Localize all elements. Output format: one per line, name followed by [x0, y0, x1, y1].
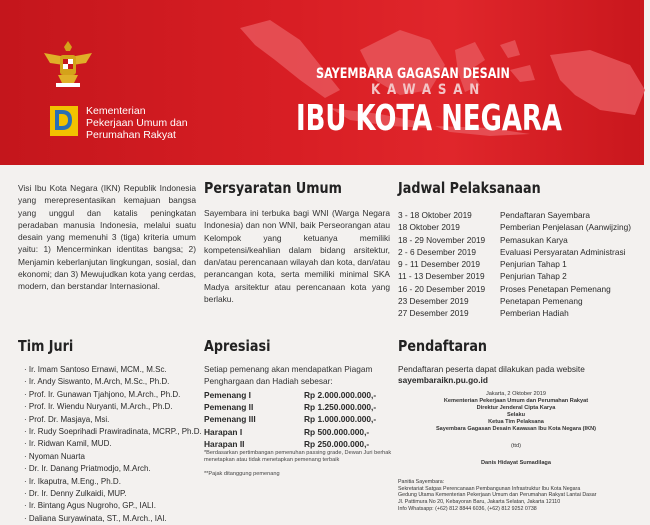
- schedule-date: 23 Desember 2019: [398, 296, 469, 307]
- header-banner: [0, 0, 644, 165]
- schedule-date: 16 - 20 Desember 2019: [398, 283, 486, 294]
- jury-member: · Prof. Dr. Masjaya, Msi.: [24, 414, 110, 424]
- jury-member: · Ir. Ikaputra, M.Eng., Ph.D.: [24, 476, 121, 486]
- prize-row: [204, 413, 376, 425]
- sign-ttd: (ttd): [511, 443, 521, 449]
- requirements-text: Sayembara ini terbuka bagi WNI (Warga Negara Indonesia) dan non WNI, baik Perseorangan atau Kelompok yang ketuanya memiliki kompetensi/keahlian dalam bidang arsitektur, dan/atau perencanaan wilayah dan kota, dan/atau perancangan kota, serta memiliki minimal SKA Madya arsitektur atau perencanaan kota yang berlaku.: [204, 208, 390, 305]
- committee-line: Info Whatsapp: (+62) 812 8844 6036, (+62) 812 9252 0738: [398, 505, 537, 512]
- ministry-logo-icon: [50, 106, 78, 136]
- sign-selaku: Selaku: [506, 412, 526, 418]
- prize-rank: Harapan I: [204, 426, 243, 437]
- jury-member: · Ir. Imam Santoso Ernawi, MCM., M.Sc.: [24, 365, 167, 374]
- committee-line: Jl. Pattimura No 20, Kebayoran Baru, Jakarta Selatan, Jakarta 12110: [398, 499, 561, 506]
- schedule-date: 3 - 18 Oktober 2019: [398, 210, 472, 220]
- schedule-row: [398, 246, 631, 258]
- schedule-event: Pendaftaran Sayembara: [500, 210, 590, 220]
- tax-note: **Pajak ditanggung pemenang: [204, 471, 280, 477]
- jury-title: Tim Juri: [18, 337, 74, 355]
- schedule-date: 9 - 11 Desember 2019: [398, 259, 480, 270]
- schedule-event: Proses Penetapan Pemenang: [500, 283, 611, 294]
- award-text: Setiap pemenang akan mendapatkan Piagam Penghargaan dan Hadiah sebesar:: [204, 364, 373, 386]
- committee-line: Sekretariat Satgas Perencanaan Pembangunan Infrastruktur Ibu Kota Negara: [398, 485, 581, 492]
- jury-member: · Dr. Ir. Danang Priatmodjo, M.Arch.: [24, 464, 151, 474]
- sign-name: Danis Hidayat Sumadilaga: [481, 460, 551, 466]
- sign-director: Direktur Jenderal Cipta Karya: [476, 405, 556, 411]
- schedule-list: [398, 209, 631, 320]
- schedule-event: Evaluasi Persyaratan Administrasi: [500, 246, 626, 257]
- sign-committee: Sayembara Gagasan Desain Kawasan Ibu Kota Negara (IKN): [435, 426, 597, 432]
- schedule-event: Pemasukan Karya: [500, 234, 568, 245]
- schedule-event: Penjurian Tahap 2: [500, 271, 567, 282]
- ministry-name: Kementerian Pekerjaan Umum dan Perumahan Rakyat: [86, 105, 188, 141]
- intro-text: Visi Ibu Kota Negara (IKN) Republik Indonesia yang merepresentasikan kemajuan bangsa yang unggul dan katalis peningkatan peradaban manusia Indonesia, melalui suatu desain yang memenuhi 3 (tiga) kriteria umum yaitu: 1) Mencerminkan identitas bangsa; 2) Menjamin keberlanjutan lingkungan, sosial, dan ekonomi; dan 3) Mewujudkan kota yang cerdas, modern, dan berstandar Internasional.: [18, 183, 196, 292]
- prize-row: [204, 426, 376, 438]
- schedule-date: 27 Desember 2019: [398, 308, 469, 319]
- prize-amount: Rp 2.000.000.000,-: [304, 390, 377, 400]
- schedule-title: Jadwal Pelaksanaan: [398, 179, 541, 197]
- requirements-title: Persyaratan Umum: [204, 179, 342, 197]
- sign-org: Kementerian Pekerjaan Umum dan Perumahan Rakyat: [443, 398, 589, 404]
- schedule-event: Penetapan Pemenang: [500, 296, 583, 307]
- schedule-date: 2 - 6 Desember 2019: [398, 246, 476, 257]
- sign-role: Ketua Tim Pelaksana: [488, 419, 544, 425]
- title-line-2: KAWASAN: [371, 82, 487, 98]
- prize-amount: Rp 1.000.000.000,-: [304, 414, 377, 425]
- committee-line: Gedung Utama Kementerian Pekerjaan Umum dan Perumahan Rakyat Lantai Dasar: [398, 492, 597, 499]
- sign-date: Jakarta, 2 Oktober 2019: [485, 391, 546, 397]
- prize-row: [204, 438, 376, 450]
- prize-amount: Rp 250.000.000,-: [304, 438, 370, 449]
- jury-member: · Ir. Rudy Soeprihadi Prawiradinata, MCRP., Ph.D.: [24, 427, 202, 437]
- jury-member: · Ir. Ridwan Kamil, MUD.: [24, 439, 112, 449]
- award-note: *Berdasarkan pertimbangan pemenuhan passing grade, Dewan Juri berhak menetapkan atau tidak menetapkan pemenang terbaik: [204, 450, 392, 463]
- title-main: IBU KOTA NEGARA: [296, 98, 562, 139]
- prize-row: [204, 401, 376, 413]
- prize-row: [204, 389, 376, 401]
- schedule-row: [398, 209, 631, 221]
- jury-member: · Prof. Ir. Wiendu Nuryanti, M.Arch., Ph.D.: [24, 402, 173, 412]
- schedule-row: [398, 234, 631, 246]
- schedule-date: 18 - 29 November 2019: [398, 234, 486, 245]
- schedule-row: [398, 270, 631, 282]
- prize-table: [204, 389, 376, 450]
- jury-member: · Prof. Ir. Gunawan Tjahjono, M.Arch., Ph.D.: [24, 389, 181, 399]
- prize-rank: Pemenang III: [204, 414, 256, 425]
- jury-member: · Daliana Suryawinata, ST., M.Arch., IAI.: [24, 513, 167, 523]
- schedule-event: Pemberian Penjelasan (Aanwijzing): [500, 222, 631, 233]
- schedule-row: [398, 258, 631, 270]
- committee-contact: [398, 479, 634, 513]
- schedule-row: [398, 295, 631, 307]
- registration-link[interactable]: sayembaraikn.pu.go.id: [398, 375, 488, 385]
- schedule-date: 11 - 13 Desember 2019: [398, 271, 485, 282]
- award-title: Apresiasi: [204, 337, 271, 355]
- signature-block: [398, 391, 634, 467]
- garuda-emblem-icon: [40, 35, 96, 91]
- jury-member: · Dr. Ir. Denny Zulkaidi, MUP.: [24, 489, 127, 499]
- jury-member: · Ir. Bintang Agus Nugroho, GP., IALI.: [24, 501, 156, 511]
- prize-rank: Pemenang I: [204, 390, 252, 400]
- registration-text: Pendaftaran peserta dapat dilakukan pada website: [398, 364, 585, 374]
- registration-title: Pendaftaran: [398, 337, 488, 355]
- schedule-row: [398, 283, 631, 295]
- schedule-row: [398, 307, 631, 319]
- title-line-1: SAYEMBARA GAGASAN DESAIN: [316, 66, 510, 82]
- schedule-event: Penjurian Tahap 1: [500, 259, 567, 270]
- committee-title: Panitia Sayembara:: [398, 479, 445, 485]
- prize-rank: Pemenang II: [204, 402, 254, 413]
- schedule-row: [398, 221, 631, 233]
- prize-amount: Rp 1.250.000.000,-: [304, 402, 377, 413]
- jury-member: · Nyoman Nuarta: [24, 451, 85, 461]
- schedule-event: Pemberian Hadiah: [500, 308, 569, 319]
- prize-rank: Harapan II: [204, 438, 245, 449]
- jury-member: · Ir. Andy Siswanto, M.Arch, M.Sc., Ph.D.: [24, 377, 170, 387]
- prize-amount: Rp 500.000.000,-: [304, 426, 370, 437]
- jury-list: [24, 364, 202, 525]
- schedule-date: 18 Oktober 2019: [398, 222, 460, 233]
